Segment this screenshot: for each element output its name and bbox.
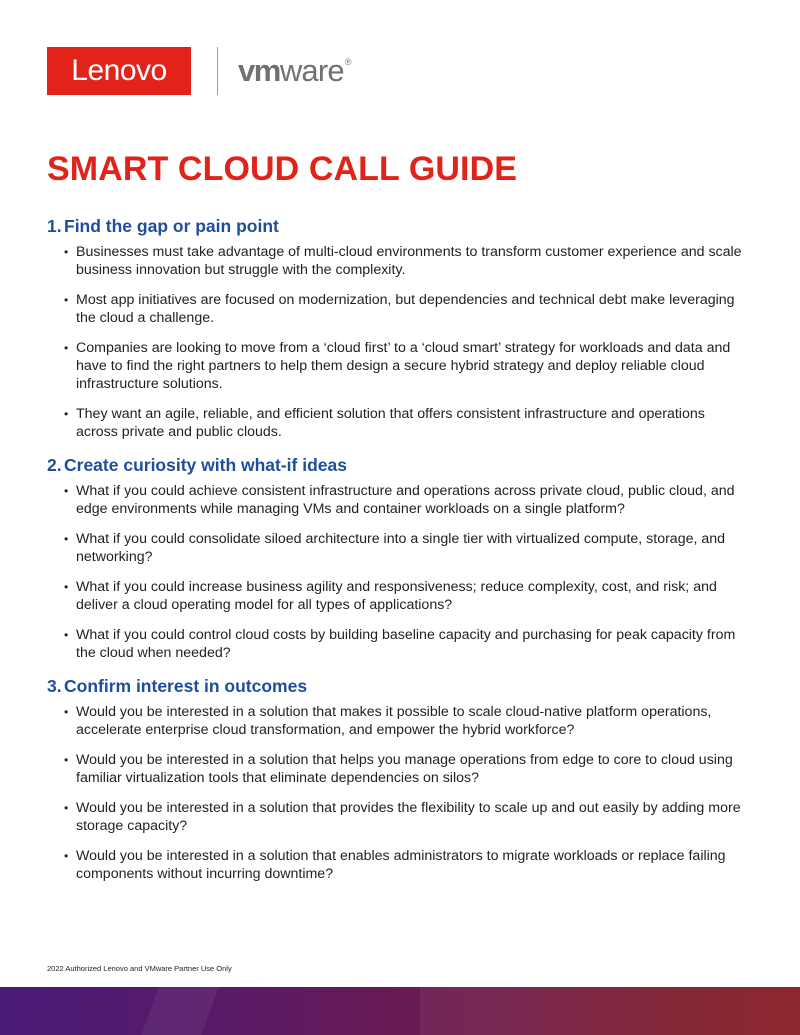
main-content — [47, 216, 747, 897]
section-find-gap — [47, 216, 747, 441]
section-number: 2. — [47, 455, 62, 475]
list-item-text: Would you be interested in a solution that helps you manage operations from edge to core to cloud using familiar virtualization tools that eliminate dependencies on silos? — [76, 752, 733, 786]
bullet-icon: • — [64, 801, 69, 815]
logo-bar — [47, 47, 351, 95]
footer-band-shade — [141, 987, 218, 1035]
bullet-icon: • — [64, 580, 69, 594]
list-item — [47, 530, 747, 566]
list-item-text: What if you could achieve consistent infrastructure and operations across private cloud, public cloud, and edge environments while managing VMs and container workloads on a single platform? — [76, 483, 735, 517]
list-item-text: Companies are looking to move from a ‘cloud first’ to a ‘cloud smart’ strategy for workloads and data and have to find the right partners to help them design a secure hybrid strategy and deploy reliable cloud infrastructure solutions. — [76, 340, 731, 392]
section-confirm-interest — [47, 676, 747, 883]
list-item — [47, 243, 747, 279]
list-item-text: Most app initiatives are focused on modernization, but dependencies and technical debt make leveraging the cloud a challenge. — [76, 292, 735, 326]
section-number: 1. — [47, 216, 62, 236]
list-item-text: Businesses must take advantage of multi-cloud environments to transform customer experience and scale business innovation but struggle with the complexity. — [76, 244, 742, 278]
list-item — [47, 339, 747, 393]
bullet-icon: • — [64, 849, 69, 863]
list-item-text: They want an agile, reliable, and efficient solution that offers consistent infrastructure and operations across private and public clouds. — [76, 406, 705, 440]
list-item — [47, 847, 747, 883]
bullet-list — [47, 703, 747, 883]
list-item — [47, 799, 747, 835]
list-item-text: What if you could increase business agility and responsiveness; reduce complexity, cost, and risk; and deliver a cloud operating model for all types of applications? — [76, 579, 717, 613]
list-item — [47, 751, 747, 787]
list-item — [47, 405, 747, 441]
list-item-text: Would you be interested in a solution that makes it possible to scale cloud-native platform operations, accelerate enterprise cloud transformation, and empower the hybrid workforce? — [76, 704, 712, 738]
list-item — [47, 578, 747, 614]
footer-note: 2022 Authorized Lenovo and VMware Partner Use Only — [47, 964, 232, 973]
section-heading — [47, 216, 747, 237]
bullet-icon: • — [64, 628, 69, 642]
bullet-icon: • — [64, 245, 69, 259]
bullet-icon: • — [64, 705, 69, 719]
list-item — [47, 291, 747, 327]
vmware-logo-ware: ware — [279, 53, 344, 88]
section-number: 3. — [47, 676, 62, 696]
list-item — [47, 482, 747, 518]
footer-band — [0, 987, 800, 1035]
list-item-text: Would you be interested in a solution that enables administrators to migrate workloads or replace failing components without incurring downtime? — [76, 848, 726, 882]
vmware-logo-registered: ® — [344, 57, 351, 67]
list-item-text: What if you could consolidate siloed architecture into a single tier with virtualized compute, storage, and networking? — [76, 531, 726, 565]
section-heading — [47, 676, 747, 697]
section-create-curiosity — [47, 455, 747, 662]
list-item-text: What if you could control cloud costs by building baseline capacity and purchasing for peak capacity from the cloud when needed? — [76, 627, 736, 661]
vmware-logo-vm: vm — [238, 53, 280, 88]
section-heading — [47, 455, 747, 476]
section-title: Confirm interest in outcomes — [64, 676, 308, 696]
bullet-icon: • — [64, 753, 69, 767]
list-item — [47, 626, 747, 662]
page-title: SMART CLOUD CALL GUIDE — [47, 150, 517, 188]
list-item-text: Would you be interested in a solution that provides the flexibility to scale up and out easily by adding more storage capacity? — [76, 800, 741, 834]
bullet-icon: • — [64, 341, 69, 355]
vmware-logo — [238, 53, 351, 89]
section-title: Find the gap or pain point — [64, 216, 279, 236]
bullet-icon: • — [64, 484, 69, 498]
lenovo-logo — [47, 47, 191, 95]
bullet-icon: • — [64, 293, 69, 307]
logo-divider — [217, 47, 218, 95]
lenovo-logo-text: Lenovo — [71, 54, 167, 87]
section-title: Create curiosity with what-if ideas — [64, 455, 347, 475]
bullet-icon: • — [64, 407, 69, 421]
list-item — [47, 703, 747, 739]
bullet-list — [47, 243, 747, 441]
bullet-icon: • — [64, 532, 69, 546]
footer-band-shade — [420, 987, 800, 1035]
bullet-list — [47, 482, 747, 662]
